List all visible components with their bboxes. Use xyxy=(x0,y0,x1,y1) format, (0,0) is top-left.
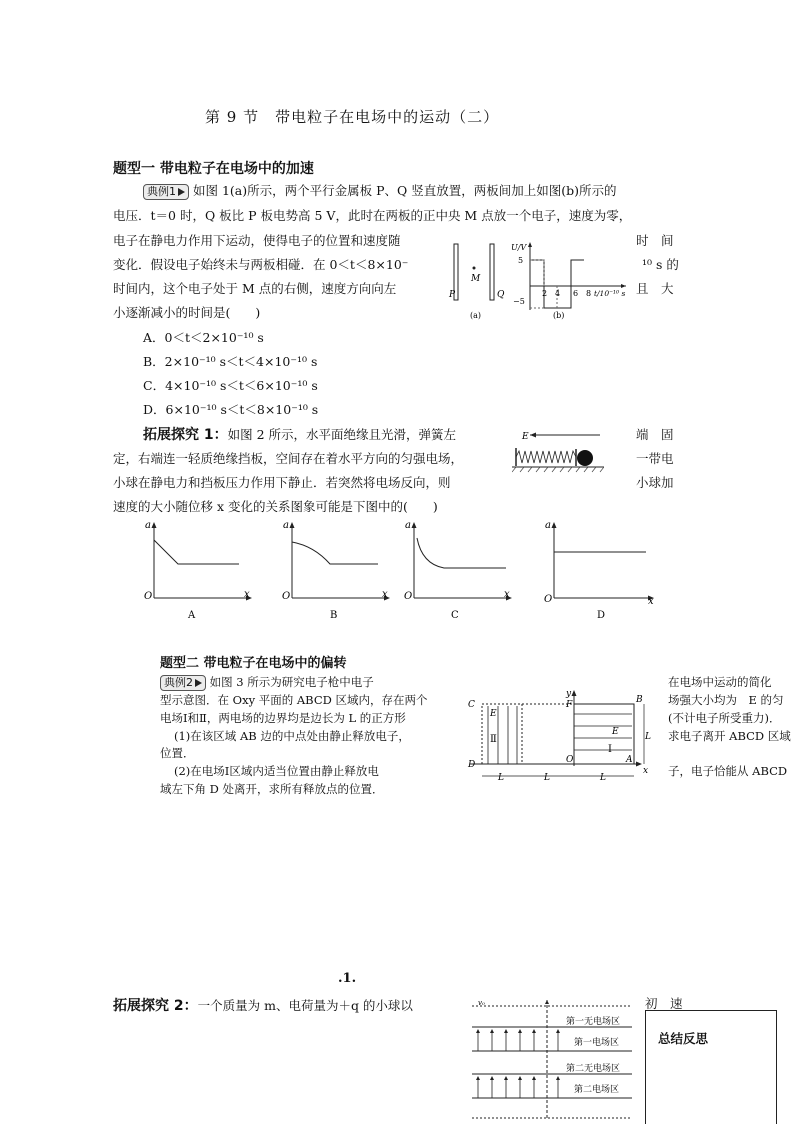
figure-1b xyxy=(508,238,638,324)
u-neg-tick: −5 xyxy=(513,297,525,306)
explore1-label: 拓展探究 1： xyxy=(143,427,228,443)
figure-1a xyxy=(448,238,510,324)
label-f: F xyxy=(566,700,573,710)
graph-caption: A xyxy=(188,610,196,620)
explore1-right-fragment: 小球加 xyxy=(636,475,674,490)
explore1-right-fragment: 一带电 xyxy=(636,451,674,466)
point-m xyxy=(473,267,476,270)
graph-c xyxy=(400,516,520,620)
explore1-first-line xyxy=(143,427,456,443)
example2-right-line: (不计电子所受重力)． xyxy=(668,711,781,725)
graph-caption: D xyxy=(597,610,606,620)
zone-label-3: 第二无电场区 xyxy=(566,1064,621,1074)
label-b: B xyxy=(636,695,643,705)
example2-first-line xyxy=(160,675,374,691)
ground-hatch xyxy=(512,467,604,472)
label-x: x xyxy=(643,766,649,776)
curve-c xyxy=(417,538,506,568)
zone-label-4: 第二电场区 xyxy=(574,1085,620,1095)
origin-label: O xyxy=(282,591,291,602)
y-label: a xyxy=(405,520,411,531)
charged-ball xyxy=(577,450,593,466)
figure-4 xyxy=(462,996,638,1120)
label-p: P xyxy=(449,290,456,300)
example1-right-fragment: ¹⁰ s 的 xyxy=(642,257,679,272)
example2-right-line: 场强大小均为 E 的匀 xyxy=(668,693,784,707)
region-1-boundary xyxy=(574,704,634,764)
origin-label: O xyxy=(404,591,413,602)
t-axis-label: t/10⁻¹⁰ s xyxy=(594,289,626,298)
example1-line: 电子在静电力作用下运动，使得电子的位置和速度随 xyxy=(113,233,401,248)
example2-right-line: 子，电子恰能从 ABCD xyxy=(668,764,788,778)
t-tick: 4 xyxy=(555,289,561,298)
label-v0: v₀ xyxy=(478,999,485,1007)
explore2-line xyxy=(113,998,413,1014)
curve-a xyxy=(154,540,239,564)
example2-line: (2)在电场Ⅰ区域内适当位置由静止释放电 xyxy=(174,764,379,778)
explore1-line: 小球在静电力和挡板压力作用下静止．若突然将电场反向，则 xyxy=(113,475,451,490)
field-lines-region-1 xyxy=(574,714,632,750)
y-axis-arrow xyxy=(412,522,417,528)
label-l: L xyxy=(498,773,504,783)
example2-line: 如图 3 所示为研究电子枪中电子 xyxy=(209,675,374,689)
x-label: x xyxy=(382,589,388,600)
caption-b: (b) xyxy=(553,311,565,320)
example1-line: 如图 1(a)所示，两个平行金属板 P、Q 竖直放置，两板间加上如图(b)所示的 xyxy=(192,183,617,198)
play-icon xyxy=(195,679,202,687)
example1-right-fragment: 时 间 xyxy=(636,233,674,248)
explore1-line: 速度的大小随位移 x 变化的关系图象可能是下图中的( ) xyxy=(113,499,438,514)
label-l: L xyxy=(544,773,550,783)
label-e-right: E xyxy=(612,727,619,737)
caption-a: (a) xyxy=(470,311,482,320)
label-region-1: Ⅰ xyxy=(608,744,612,755)
x-label: x xyxy=(244,589,250,600)
example1-right-fragment: 且 大 xyxy=(636,281,674,296)
example1-line: 时间内，这个电子处于 M 点的右侧，速度方向向左 xyxy=(113,281,397,296)
explore2-label: 拓展探究 2： xyxy=(113,998,198,1014)
explore2-right-fragment: 初 速 xyxy=(645,996,683,1011)
example2-line: 电场Ⅰ和Ⅱ，两电场的边界均是边长为 L 的正方形 xyxy=(160,711,406,725)
x-axis-arrow xyxy=(636,762,642,767)
example1-first-line xyxy=(143,183,616,200)
voltage-trace xyxy=(530,260,584,308)
graph-a xyxy=(140,516,260,620)
summary-panel xyxy=(645,1010,777,1124)
example1-line: 小逐渐减小的时间是( ) xyxy=(113,305,261,320)
y-axis-arrow xyxy=(290,522,295,528)
graph-caption: B xyxy=(330,610,338,620)
label-a: A xyxy=(626,755,633,765)
field-arrows-zone-2 xyxy=(478,1077,558,1098)
zone-label-1: 第一无电场区 xyxy=(566,1017,621,1027)
t-tick: 8 xyxy=(586,289,592,298)
x-label: x xyxy=(504,589,510,600)
t-axis-arrow xyxy=(621,284,626,288)
field-arrows-zone-1 xyxy=(478,1030,558,1051)
page-number: .1. xyxy=(338,971,357,986)
example2-line: 位置． xyxy=(160,746,195,760)
figure-3 xyxy=(462,684,658,784)
y-label: a xyxy=(145,520,151,531)
example1-line: 电压．t＝0 时，Q 板比 P 板电势高 5 V，此时在两板的正中央 M 点放一个电子，速度为零， xyxy=(113,208,632,223)
plate-q xyxy=(490,244,494,300)
example2-right-line: 求电子离开 ABCD 区域 xyxy=(668,729,791,743)
page-title: 第 9 节 带电粒子在电场中的运动（二） xyxy=(205,108,500,126)
curve-b xyxy=(292,542,378,564)
example1-line: 变化．假设电子始终未与两板相碰．在 0＜t＜8×10⁻ xyxy=(113,257,409,272)
label-c: C xyxy=(468,700,475,710)
label-l: L xyxy=(645,732,651,742)
option-a: A．0＜t＜2×10⁻¹⁰ s xyxy=(143,330,264,345)
path-line-top xyxy=(545,1000,549,1004)
field-label: E xyxy=(522,432,529,442)
spring xyxy=(516,451,576,463)
explore1-line: 定，右端连一轻质绝缘挡板，空间存在着水平方向的匀强电场， xyxy=(113,451,464,466)
example2-line: 域左下角 D 处离开，求所有释放点的位置． xyxy=(160,782,384,796)
t-tick: 2 xyxy=(542,289,548,298)
zone-label-2: 第一电场区 xyxy=(574,1038,620,1048)
y-axis-arrow xyxy=(152,522,157,528)
u-axis-arrow xyxy=(528,242,532,247)
graph-b xyxy=(278,516,398,620)
option-d: D．6×10⁻¹⁰ s＜t＜8×10⁻¹⁰ s xyxy=(143,402,319,417)
example2-line: (1)在该区域 AB 边的中点处由静止释放电子， xyxy=(174,729,410,743)
origin-label: O xyxy=(544,594,553,605)
play-icon xyxy=(178,188,185,196)
label-q: Q xyxy=(497,290,505,300)
example2-line: 型示意图．在 Oxy 平面的 ABCD 区域内，存在两个 xyxy=(160,693,428,707)
section1-heading: 题型一 带电粒子在电场中的加速 xyxy=(113,161,314,177)
option-c: C．4×10⁻¹⁰ s＜t＜6×10⁻¹⁰ s xyxy=(143,378,318,393)
example1-badge: 典例1 xyxy=(143,184,189,200)
summary-title: 总结反思 xyxy=(658,1031,709,1046)
field-arrowhead xyxy=(530,433,536,438)
example2-right-line: 在电场中运动的简化 xyxy=(668,675,772,689)
label-region-2: Ⅱ xyxy=(490,734,497,745)
explore1-line: 如图 2 所示，水平面绝缘且光滑，弹簧左 xyxy=(227,427,457,442)
y-label: a xyxy=(283,520,289,531)
x-label: x xyxy=(648,596,654,607)
figure-2 xyxy=(512,424,604,474)
explore2-text: 一个质量为 m、电荷量为＋q 的小球以 xyxy=(197,998,413,1013)
label-o: O xyxy=(566,755,574,765)
origin-label: O xyxy=(144,591,153,602)
label-l: L xyxy=(600,773,606,783)
y-axis-arrow xyxy=(552,522,557,528)
label-e-left: E xyxy=(490,709,497,719)
section2-heading: 题型二 带电粒子在电场中的偏转 xyxy=(160,656,347,671)
u-pos-tick: 5 xyxy=(518,256,524,265)
label-y: y xyxy=(566,689,572,699)
explore1-right-fragment: 端 固 xyxy=(636,427,674,442)
y-label: a xyxy=(545,520,551,531)
label-m: M xyxy=(471,274,481,284)
graph-caption: C xyxy=(451,610,459,620)
u-axis-label: U/V xyxy=(511,243,527,252)
option-b: B．2×10⁻¹⁰ s＜t＜4×10⁻¹⁰ s xyxy=(143,354,318,369)
y-axis-arrow xyxy=(572,690,577,696)
label-d: D xyxy=(468,760,476,770)
graph-d xyxy=(540,516,662,620)
example2-badge: 典例2 xyxy=(160,675,206,691)
t-tick: 6 xyxy=(573,289,579,298)
